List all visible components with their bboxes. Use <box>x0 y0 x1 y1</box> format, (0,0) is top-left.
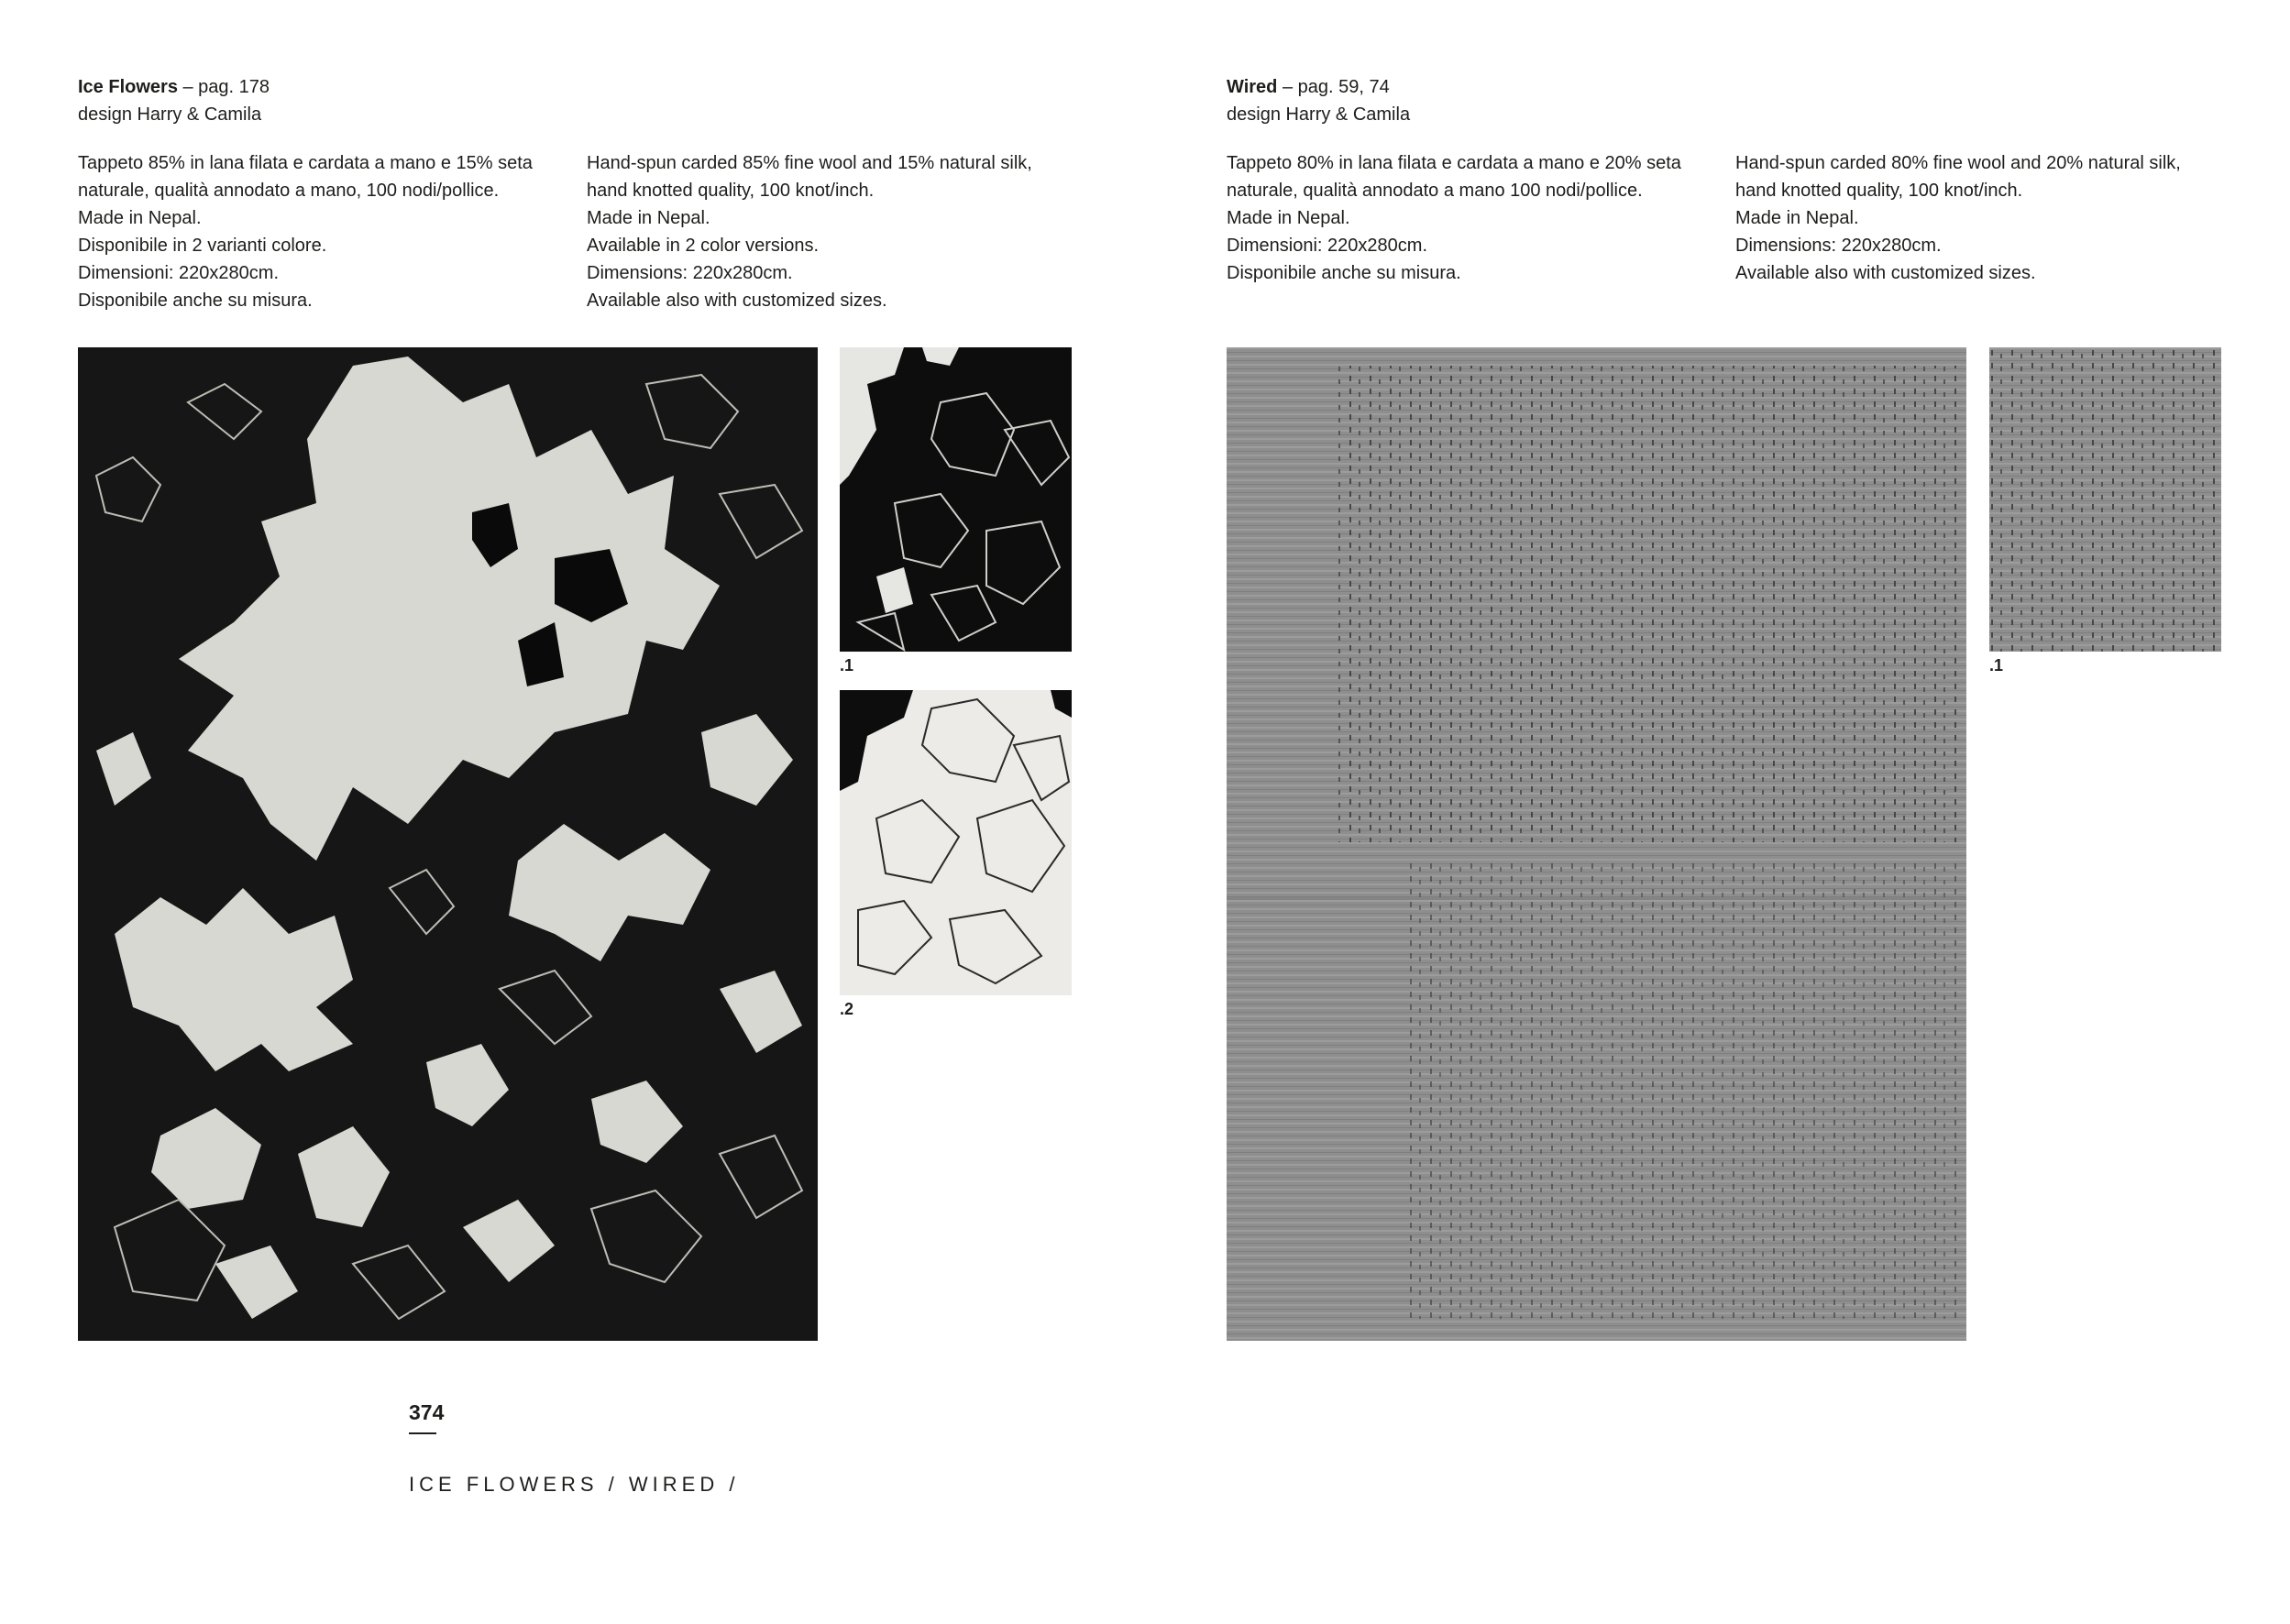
variant-1-caption: .1 <box>840 656 854 675</box>
desc-line: Disponibile in 2 varianti colore. <box>78 236 327 256</box>
variant-2-caption: .2 <box>840 1000 854 1018</box>
ice-flowers-desc-en <box>587 149 1082 314</box>
ice-flowers-variant-2-image <box>840 690 1072 995</box>
desc-line: Made in Nepal. <box>1227 208 1350 228</box>
ice-flowers-title <box>78 73 270 101</box>
ice-flowers-desc-it <box>78 149 573 314</box>
desc-line: Disponibile anche su misura. <box>1227 263 1461 283</box>
desc-line: Hand-spun carded 80% fine wool and 20% natural silk, <box>1735 153 2181 173</box>
desc-line: hand knotted quality, 100 knot/inch. <box>1735 181 2023 201</box>
desc-line: naturale, qualità annodato a mano 100 nodi/pollice. <box>1227 181 1643 201</box>
wired-name: Wired <box>1227 77 1278 97</box>
desc-line: Made in Nepal. <box>1735 208 1859 228</box>
wired-title <box>1227 73 1390 101</box>
desc-line: Dimensions: 220x280cm. <box>1735 236 1942 256</box>
desc-line: Dimensioni: 220x280cm. <box>1227 236 1427 256</box>
section-footer: ICE FLOWERS / WIRED / <box>409 1473 740 1496</box>
page-number-rule <box>409 1432 436 1434</box>
desc-line: Hand-spun carded 85% fine wool and 15% natural silk, <box>587 153 1032 173</box>
desc-line: Available also with customized sizes. <box>1735 263 2036 283</box>
wired-desc-en <box>1735 149 2230 287</box>
desc-line: Available in 2 color versions. <box>587 236 820 256</box>
desc-line: Made in Nepal. <box>587 208 710 228</box>
ice-flowers-name: Ice Flowers <box>78 77 178 97</box>
desc-line: Dimensioni: 220x280cm. <box>78 263 279 283</box>
wired-page-ref: – pag. 59, 74 <box>1277 77 1390 97</box>
desc-line: Tappeto 85% in lana filata e cardata a mano e 15% seta <box>78 153 533 173</box>
wired-designer: design Harry & Camila <box>1227 104 1411 125</box>
wired-desc-it <box>1227 149 1722 287</box>
ice-flowers-page-ref: – pag. 178 <box>177 77 270 97</box>
desc-line: naturale, qualità annodato a mano, 100 nodi/pollice. <box>78 181 500 201</box>
page-number: 374 <box>409 1400 445 1424</box>
desc-line: Disponibile anche su misura. <box>78 291 313 311</box>
desc-line: Tappeto 80% in lana filata e cardata a mano e 20% seta <box>1227 153 1681 173</box>
desc-line: hand knotted quality, 100 knot/inch. <box>587 181 875 201</box>
desc-line: Made in Nepal. <box>78 208 202 228</box>
ice-flowers-designer: design Harry & Camila <box>78 104 262 125</box>
wired-rug-image <box>1227 347 1966 1341</box>
wired-variant-1-caption: .1 <box>1989 656 2004 675</box>
ice-flowers-variant-1-image <box>840 347 1072 652</box>
desc-line: Available also with customized sizes. <box>587 291 887 311</box>
wired-variant-1-image <box>1989 347 2221 652</box>
ice-flowers-rug-image <box>78 347 818 1341</box>
desc-line: Dimensions: 220x280cm. <box>587 263 793 283</box>
